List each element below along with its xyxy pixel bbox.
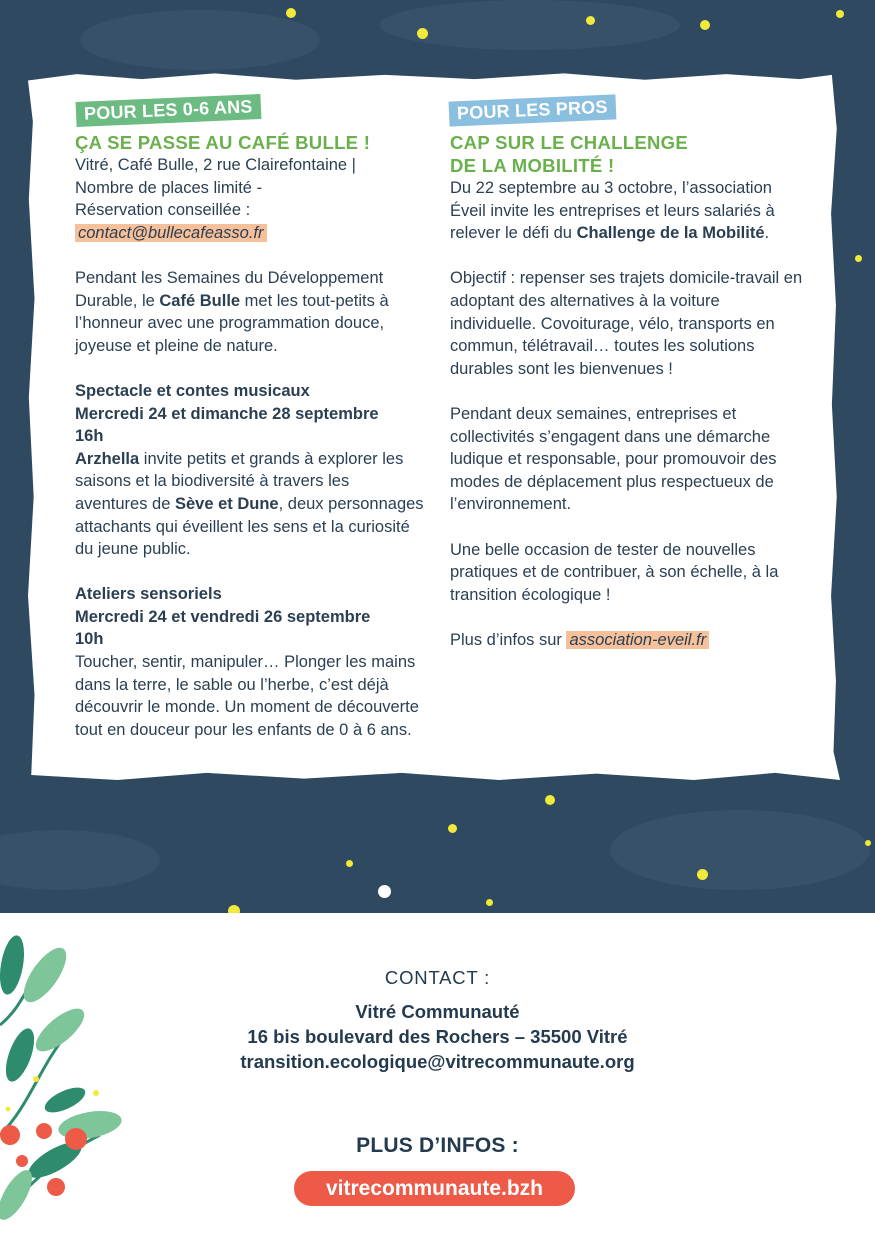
right-paragraph-1: Du 22 septembre au 3 octobre, l’association Éveil invite les entreprises et leurs salariés à relever le défi du Challenge de la Mobilité. xyxy=(450,179,775,243)
intro-paragraph: Pendant les Semaines du Développement Durable, le Café Bulle met les tout-petits à l’honneur avec une programmation douce, joyeuse et pleine de nature. xyxy=(75,268,389,355)
event2-text: Toucher, sentir, manipuler… Plonger les mains dans la terre, le sable ou l’herbe, c’est déjà découvrir le monde. Un moment de découverte tout en douceur pour les enfants de 0 à 6 ans. xyxy=(75,653,419,739)
contact-address: 16 bis boulevard des Rochers – 35500 Vitré xyxy=(247,1026,628,1047)
contact-email[interactable]: transition.ecologique@vitrecommunaute.org xyxy=(240,1051,635,1072)
website-link-button[interactable]: vitrecommunaute.bzh xyxy=(294,1171,575,1206)
right-paragraph-3: Pendant deux semaines, entreprises et collectivités s’engagent dans une démarche ludique et responsable, pour promouvoir des modes de déplacement plus respectueux de l’environnement. xyxy=(450,404,777,514)
right-paragraph-4: Une belle occasion de tester de nouvelles pratiques et de contribuer, à son échelle, à la transition écologique ! xyxy=(450,540,779,604)
event1-date: Mercredi 24 et dimanche 28 septembre xyxy=(75,404,379,423)
location-line-1: Vitré, Café Bulle, 2 rue Clairefontaine | xyxy=(75,156,356,174)
location-line-3: Réservation conseillée : xyxy=(75,201,251,220)
event2-title: Ateliers sensoriels xyxy=(75,585,222,604)
right-heading-line-1: CAP SUR LE CHALLENGE xyxy=(450,132,688,153)
contact-block xyxy=(0,999,875,1074)
event2-time: 10h xyxy=(75,630,104,649)
right-heading-line-2: DE LA MOBILITÉ ! xyxy=(450,155,615,176)
tag-0-6-ans: POUR LES 0-6 ANS xyxy=(76,94,261,127)
eveil-link[interactable]: association-eveil.fr xyxy=(566,631,709,649)
event2-date: Mercredi 24 et vendredi 26 septembre xyxy=(75,607,371,626)
tag-pros: POUR LES PROS xyxy=(449,94,617,126)
bulle-email-link[interactable]: contact@bullecafeasso.fr xyxy=(75,224,267,242)
contact-label: CONTACT : xyxy=(384,967,491,988)
more-info-line: Plus d’infos sur association-eveil.fr xyxy=(450,629,810,652)
event1-title: Spectacle et contes musicaux xyxy=(75,381,310,400)
event1-time: 16h xyxy=(75,427,104,446)
location-line-2: Nombre de places limité - xyxy=(75,178,263,197)
right-column xyxy=(450,131,810,651)
plus-infos-label: PLUS D’INFOS : xyxy=(356,1134,519,1157)
left-column xyxy=(75,131,425,741)
event1-text: Arzhella invite petits et grands à explorer les saisons et la biodiversité à travers les aventures de Sève et Dune, deux personnages attachants qui éveillent les sens et la curiosité du jeune public. xyxy=(75,449,424,559)
right-paragraph-2: Objectif : repenser ses trajets domicile-travail en adoptant des alternatives à la voiture individuelle. Covoiturage, vélo, transports en commun, télétravail… toutes les solutions durables sont les bienvenues ! xyxy=(450,269,803,378)
left-heading: ÇA SE PASSE AU CAFÉ BULLE ! xyxy=(75,132,371,153)
contact-org: Vitré Communauté xyxy=(355,1001,520,1022)
